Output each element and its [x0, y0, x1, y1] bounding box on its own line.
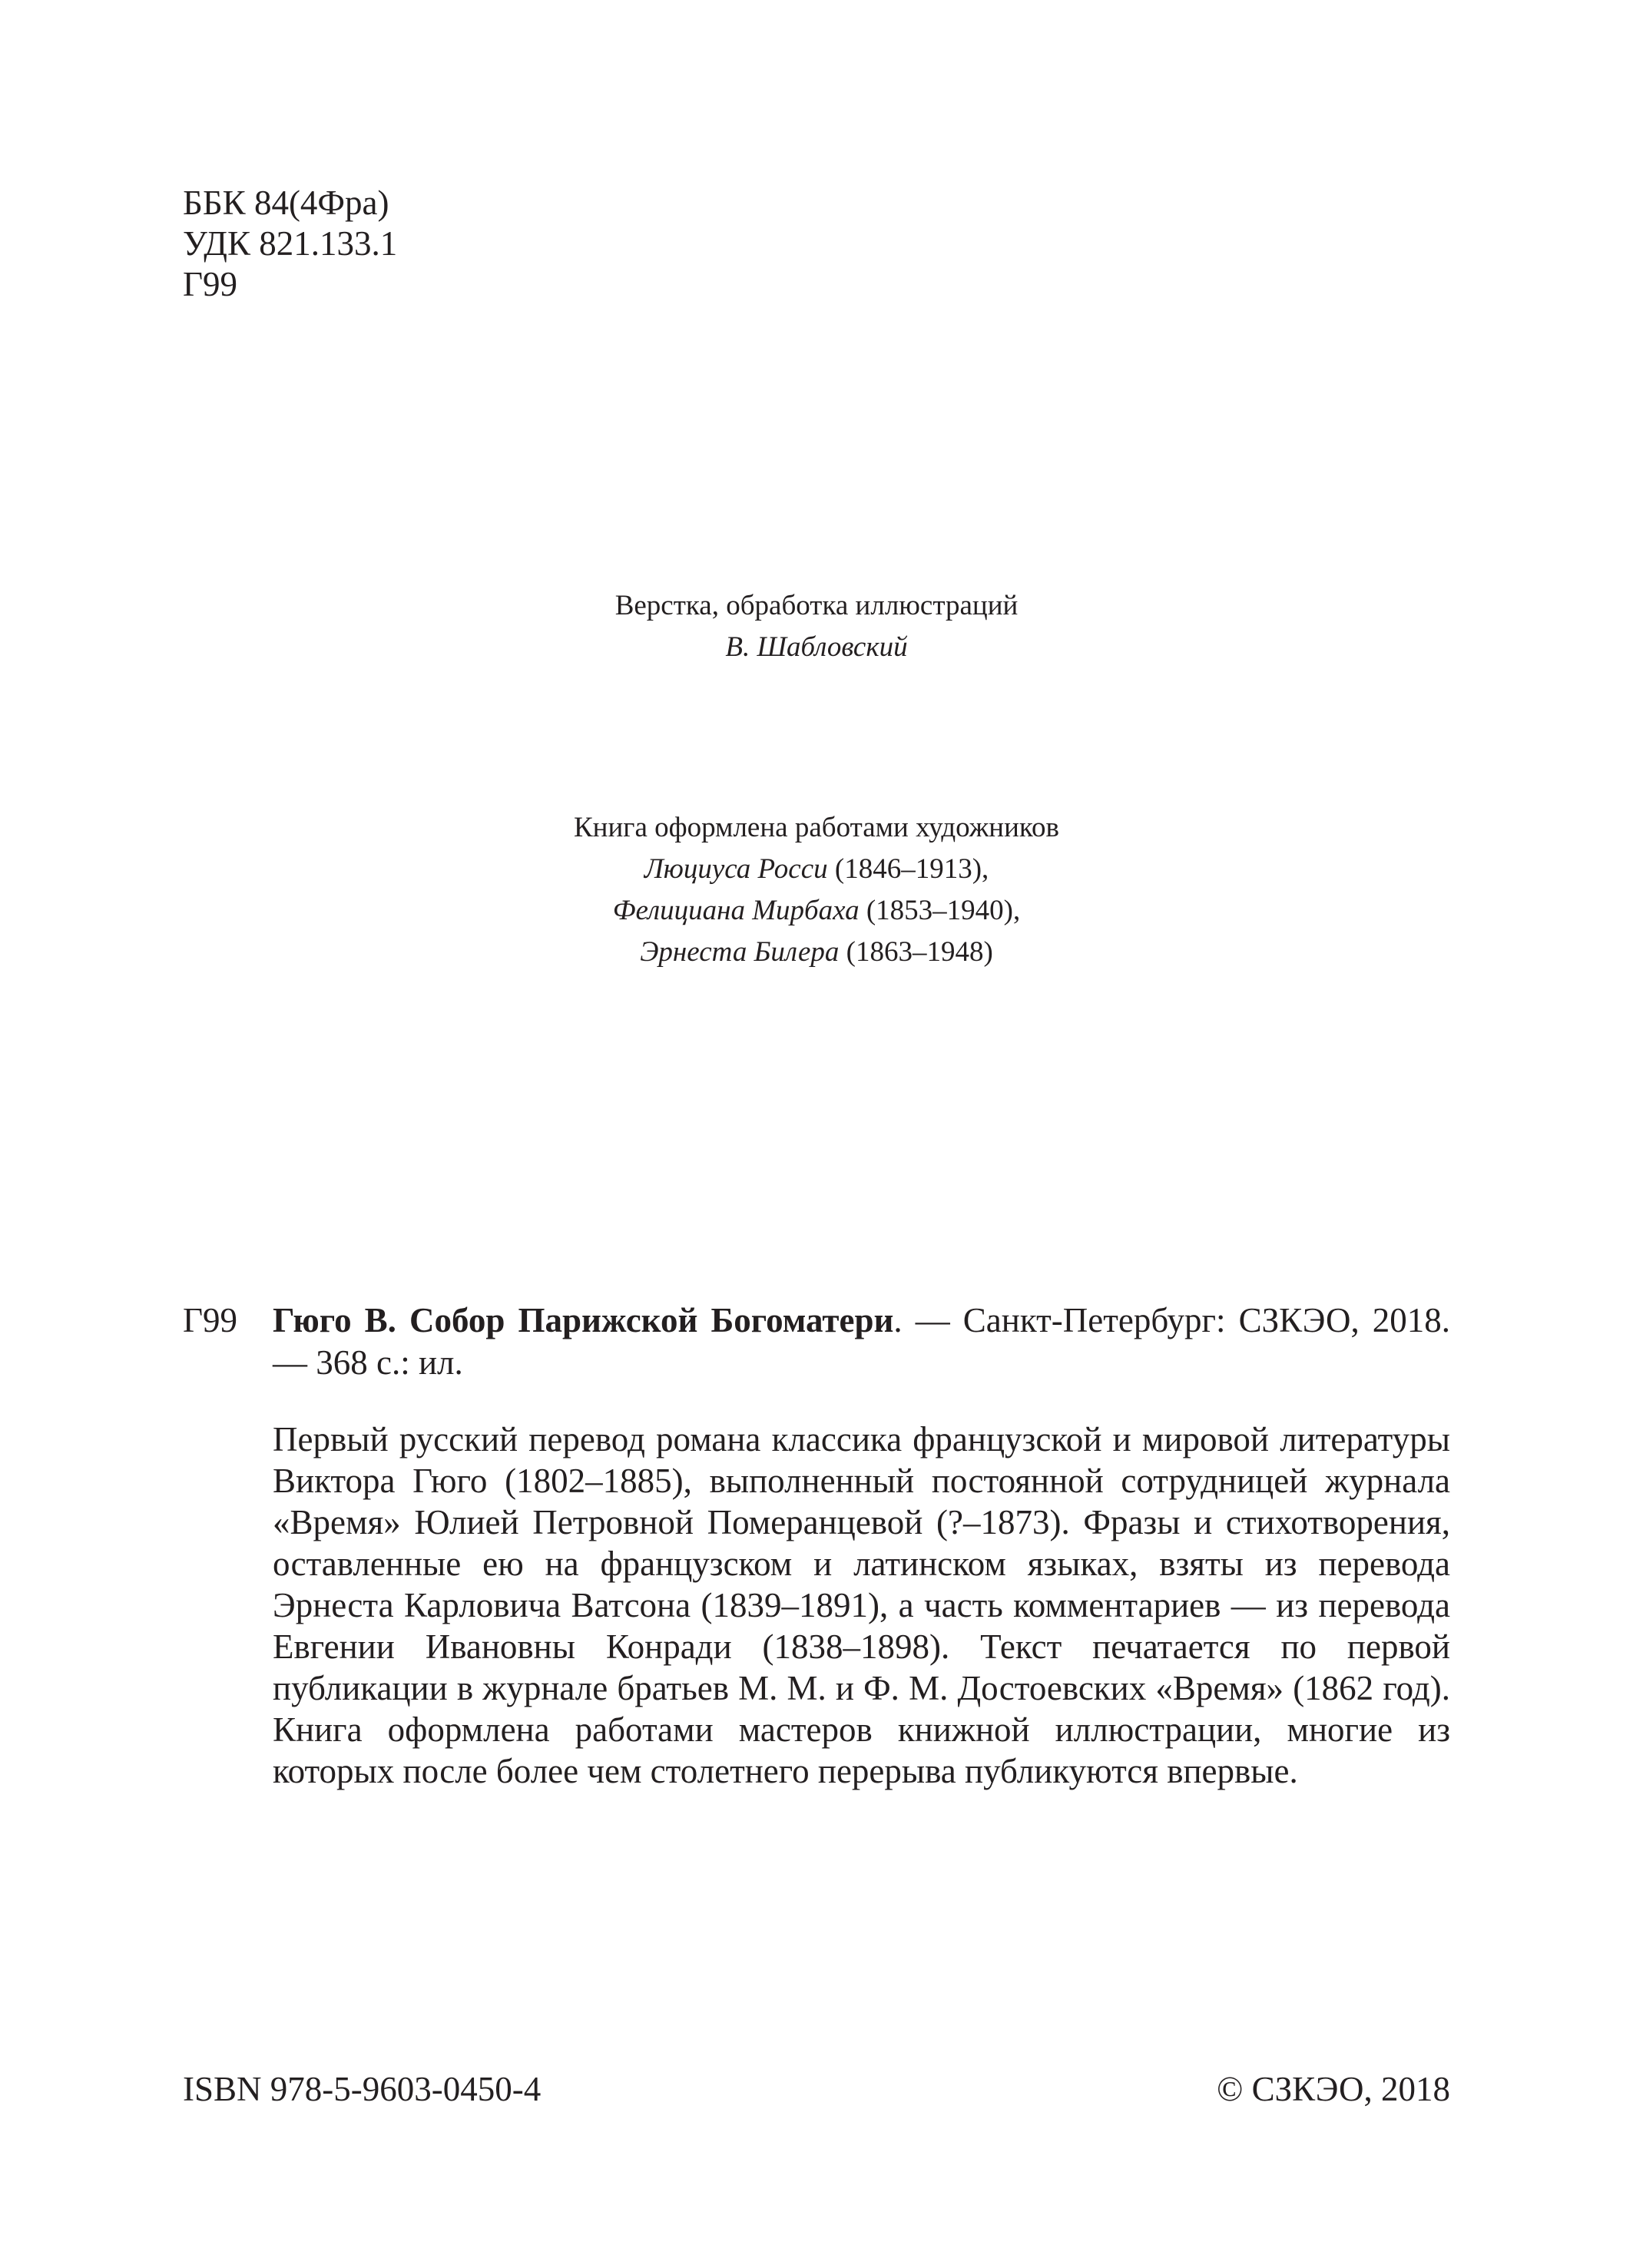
artist-years: (1853–1940),: [866, 895, 1021, 926]
artist-line: [0, 932, 1633, 973]
classification-codes: [183, 183, 397, 305]
catalog-index: Г99: [183, 1301, 238, 1339]
artist-years: (1863–1948): [846, 936, 993, 968]
udk-code: УДК 821.133.1: [183, 224, 398, 263]
catalog-author-title: Гюго В. Собор Парижской Богоматери: [273, 1301, 894, 1339]
author-mark: Г99: [183, 265, 238, 303]
copyright: © СЗКЭО, 2018: [1217, 2070, 1450, 2108]
artist-name: Люциуса Росси: [644, 853, 828, 885]
art-credit: [0, 807, 1633, 973]
layout-credit-role: Верстка, обработка иллюстраций: [614, 590, 1019, 621]
artist-name: Фелициана Мирбаха: [612, 895, 860, 926]
isbn: ISBN 978-5-9603-0450-4: [183, 2070, 542, 2108]
artist-name: Эрнеста Билера: [640, 936, 840, 968]
bbk-code: ББК 84(4Фра): [183, 184, 389, 222]
layout-credit-name: В. Шабловский: [725, 631, 908, 663]
art-credit-heading: Книга оформлена работами художников: [574, 812, 1059, 843]
catalog-entry: [273, 1300, 1450, 1384]
artist-line: [0, 890, 1633, 932]
catalog-imprint: . — Санкт-Петербург: СЗКЭО, 2018. — 368 с.: ил.: [273, 1301, 1450, 1382]
annotation: Первый русский перевод романа классика французской и мировой литературы Виктора Гюго (1802–1885), выполненный постоянной сотрудницей журнала «Время» Юлией Петровной Померанцевой (?–1873). Фразы и стихотворения, оставленные ею на французском и латинском языках, взяты из перевода Эрнеста Карловича Ватсона (1839–1891), а часть комментариев — из перевода Евгении Ивановны Конради (1838–1898). Текст печатается по первой публикации в журнале братьев М. М. и Ф. М. Достоевских «Время» (1862 год). Книга оформлена работами мастеров книжной иллюстрации, многие из которых после более чем столетнего перерыва публикуются впервые.: [273, 1420, 1450, 1790]
artist-years: (1846–1913),: [834, 853, 989, 885]
layout-credit: [0, 585, 1633, 668]
artist-line: [0, 849, 1633, 890]
